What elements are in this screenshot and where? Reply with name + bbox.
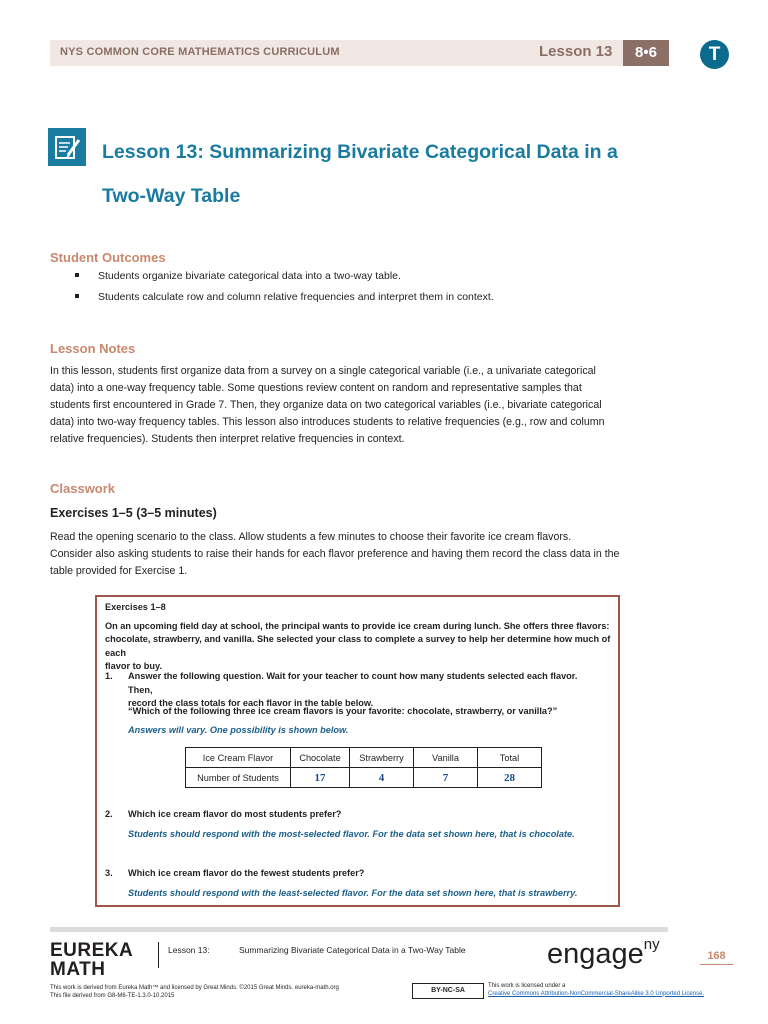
question-1 [105, 670, 615, 708]
outcomes-heading: Student Outcomes [50, 250, 166, 265]
flavor-table [185, 747, 542, 788]
notes-paragraph [50, 363, 690, 448]
intro-line: chocolate, strawberry, and vanilla. She selected your class to complete a survey to help her determine how much of each [105, 634, 611, 658]
table-cell: 4 [350, 768, 414, 788]
notes-line: data) into a one-way frequency table. Some questions review content on random and representative samples that [50, 382, 582, 394]
table-header: Strawberry [350, 748, 414, 768]
notes-line: relative frequencies). Students then interpret relative frequencies in context. [50, 433, 405, 445]
footer-divider [158, 942, 159, 968]
credit-line: This file derived from G8-M6-TE-1.3.0-10.2015 [50, 992, 175, 999]
classwork-line: Consider also asking students to raise their hands for each flavor preference and having them record the class data in the [50, 548, 620, 560]
intro-line: flavor to buy. [105, 661, 162, 671]
lesson-title [102, 130, 702, 218]
module-badge: 8•6 [623, 40, 669, 66]
question-3-answer: Students should respond with the least-selected flavor. For the data set shown here, that is strawberry. [128, 888, 578, 898]
table-header: Total [478, 748, 542, 768]
curriculum-title: NYS COMMON CORE MATHEMATICS CURRICULUM [60, 46, 340, 58]
question-2 [105, 808, 615, 822]
outcome-text: Students calculate row and column relative frequencies and interpret them in context. [98, 291, 494, 303]
credit-text [50, 985, 339, 1000]
notes-line: students first encountered in Grade 7. Then, they organize data on two categorical variables (i.e., bivariate categorical [50, 399, 602, 411]
table-header: Ice Cream Flavor [186, 748, 291, 768]
table-cell: 7 [414, 768, 478, 788]
table-header: Chocolate [291, 748, 350, 768]
outcome-text: Students organize bivariate categorical data into a two-way table. [98, 270, 401, 282]
question-1-quote: “Which of the following three ice cream flavors is your favorite: chocolate, strawberry, or vanilla?” [128, 706, 558, 716]
engage-sup: ny [643, 936, 660, 953]
question-line: Answer the following question. Wait for your teacher to count how many students selected each flavor. Then, [128, 671, 578, 695]
outcome-item [75, 270, 401, 282]
cc-badge-text: BY-NC-SA [431, 987, 465, 994]
footer-rule [50, 927, 668, 932]
exercise-box [95, 595, 620, 907]
title-line-1: Lesson 13: Summarizing Bivariate Categorical Data in a [102, 141, 618, 163]
notes-heading: Lesson Notes [50, 341, 136, 356]
footer-title: Summarizing Bivariate Categorical Data in a Two-Way Table [239, 945, 466, 955]
question-number: 1. [105, 671, 113, 681]
question-line: record the class totals for each flavor in the table below. [128, 698, 374, 708]
logo-line: EUREKA [50, 940, 134, 961]
exercises-heading: Exercises 1–5 (3–5 minutes) [50, 506, 217, 520]
outcome-item [75, 291, 494, 303]
engageny-logo [547, 938, 660, 971]
eureka-math-logo [50, 941, 133, 979]
notebook-pencil-icon [48, 128, 86, 166]
teacher-badge: T [700, 40, 729, 69]
question-text: Which ice cream flavor do most students prefer? [128, 809, 342, 819]
table-header-row [186, 748, 542, 768]
classwork-line: table provided for Exercise 1. [50, 565, 188, 577]
question-2-answer: Students should respond with the most-selected flavor. For the data set shown here, that is chocolate. [128, 829, 575, 839]
notes-line: data) into two-way frequency tables. This lesson also introduces students to relative frequencies (e.g., row and column [50, 416, 605, 428]
notes-line: In this lesson, students first organize data from a survey on a single categorical variable (i.e., a univariate categorical [50, 365, 596, 377]
question-number: 3. [105, 868, 113, 878]
engage-text: engage [547, 938, 644, 970]
title-line-2: Two-Way Table [102, 185, 241, 207]
classwork-paragraph [50, 529, 690, 580]
table-cell: 17 [291, 768, 350, 788]
license-line: This work is licensed under a [488, 983, 566, 989]
license-text [488, 983, 704, 998]
intro-line: On an upcoming field day at school, the principal wants to provide ice cream during lunch. She offers three flavors: [105, 620, 610, 631]
question-1-answer: Answers will vary. One possibility is shown below. [128, 725, 349, 735]
classwork-heading: Classwork [50, 481, 116, 496]
table-header: Vanilla [414, 748, 478, 768]
box-title: Exercises 1–8 [105, 602, 166, 612]
classwork-line: Read the opening scenario to the class. Allow students a few minutes to choose their favorite ice cream flavors. [50, 531, 572, 543]
header-lesson: Lesson 13 [539, 43, 613, 60]
page-header [50, 40, 669, 66]
table-cell: 28 [478, 768, 542, 788]
credit-line: This work is derived from Eureka Math™ and licensed by Great Minds. ©2015 Great Minds. eureka-math.org [50, 985, 339, 991]
question-number: 2. [105, 809, 113, 819]
box-intro [105, 601, 613, 674]
question-3 [105, 867, 615, 881]
footer-lesson: Lesson 13: [168, 945, 210, 955]
question-text: Which ice cream flavor do the fewest students prefer? [128, 868, 365, 878]
table-row [186, 768, 542, 788]
logo-line: MATH [50, 959, 106, 980]
page-number: 168 [700, 950, 733, 965]
table-row-label: Number of Students [186, 768, 291, 788]
license-link[interactable]: Creative Commons Attribution-NonCommercial-ShareAlike 3.0 Unported License. [488, 990, 705, 997]
cc-license-badge [412, 983, 484, 999]
